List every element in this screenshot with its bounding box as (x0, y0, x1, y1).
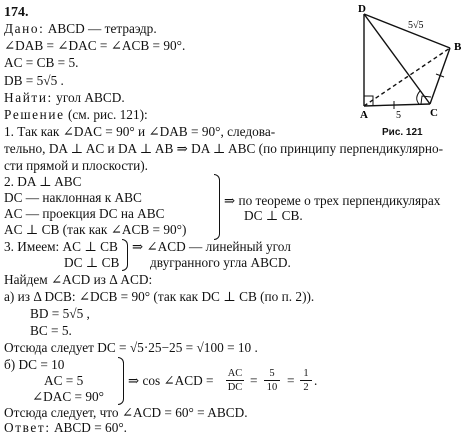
step2-line3: AC — проекция DC на ABC (4, 206, 165, 221)
fraction-ac-dc-den: DC (227, 382, 243, 393)
find-text: угол ABCD. (56, 90, 125, 105)
given-angles: ∠DAB = ∠DAC = ∠ACB = 90°. (4, 38, 186, 53)
label-edge-db: 5√5 (408, 20, 424, 31)
step2-brace (214, 174, 220, 240)
equals-1: = (250, 373, 258, 388)
label-b: B (454, 41, 462, 53)
given-text: ABCD — тетраэдр. (47, 21, 157, 36)
figure-caption: Рис. 121 (382, 127, 423, 138)
period: . (314, 373, 318, 388)
part-b-line1: б) DC = 10 (4, 357, 65, 372)
part-a-bd: BD = 5√5 , (30, 306, 90, 321)
equals-2: = (287, 373, 295, 388)
fraction-5-10 (264, 368, 280, 393)
fraction-ac-dc (226, 368, 244, 393)
find-label: Найти: (4, 90, 53, 105)
edge-ab-hidden (364, 48, 450, 106)
given-header: Дано: (4, 21, 45, 36)
given-sides: AC = CB = 5. (4, 55, 79, 70)
step1-line2: тельно, DA ⊥ AC и DA ⊥ AB ⇒ DA ⊥ ABC (по принципу перпендикулярно- (4, 141, 444, 156)
part-b-line3: ∠DAC = 90° (32, 389, 104, 404)
angle-arc-c (417, 91, 420, 104)
step2-result-b: DC ⊥ CB. (244, 208, 303, 223)
fraction-1-2-den: 2 (303, 382, 309, 393)
part-b-result: ⇒ cos ∠ACD = (128, 373, 214, 388)
part-b-line2: AC = 5 (44, 373, 84, 388)
solution-label: Решение (4, 107, 65, 122)
problem-number: 174. (4, 5, 29, 20)
part-a-bc: BC = 5. (30, 323, 72, 338)
fraction-5-10-den: 10 (266, 382, 278, 393)
solution-line (4, 106, 148, 123)
step3-line2: DC ⊥ CB (64, 255, 120, 270)
fraction-1-2-num: 1 (303, 368, 309, 379)
part-b-brace (118, 357, 124, 405)
label-a: A (360, 109, 368, 121)
find-line (4, 89, 125, 106)
part-a-result: Отсюда следует DC = √5·25−25 = √100 = 10 . (4, 340, 258, 355)
step2-line4: AC ⊥ CB (так как ∠ACB = 90°) (4, 222, 187, 237)
fraction-1-2 (300, 368, 312, 393)
label-edge-ac: 5 (396, 110, 401, 121)
step2-line1: 2. DA ⊥ ABC (4, 174, 82, 189)
solution-ref: (см. рис. 121): (67, 107, 148, 122)
tetrahedron-figure (318, 0, 475, 130)
find-acd-line: Найдем ∠ACD из Δ ACD: (4, 272, 153, 287)
fraction-bar (226, 380, 244, 381)
answer-label: Ответ: (4, 420, 51, 435)
fraction-ac-dc-num: AC (227, 368, 243, 379)
fraction-bar (264, 380, 280, 381)
step3-result-a: ⇒ ∠ACD — линейный угол (132, 239, 291, 254)
conclusion-line: Отсюда следует, что ∠ACD = 60° = ABCD. (4, 405, 248, 420)
answer-line (4, 419, 127, 436)
answer-text: ABCD = 60°. (53, 420, 127, 435)
step2-result-a: ⇒ по теореме о трех перпендикулярах (224, 193, 441, 208)
label-d: D (358, 3, 366, 15)
step3-line1: 3. Имеем: AC ⊥ CB (4, 239, 118, 254)
step2-line2: DC — наклонная к ABC (4, 190, 142, 205)
label-c: C (430, 107, 438, 119)
given-db: DB = 5√5 . (4, 73, 64, 88)
given-line (4, 20, 157, 37)
step3-brace (122, 239, 128, 271)
fraction-5-10-num: 5 (269, 368, 275, 379)
part-a-line1: а) из Δ DCB: ∠DCB = 90° (так как DC ⊥ CB (по п. 2)). (4, 289, 315, 304)
step1-line3: сти прямой и плоскости). (4, 158, 148, 173)
step3-result-b: двугранного угла ABCD. (150, 255, 291, 270)
step1-line1: 1. Так как ∠DAC = 90° и ∠DAB = 90°, следова- (4, 124, 276, 139)
edge-ac (364, 104, 430, 106)
fraction-bar (300, 380, 312, 381)
